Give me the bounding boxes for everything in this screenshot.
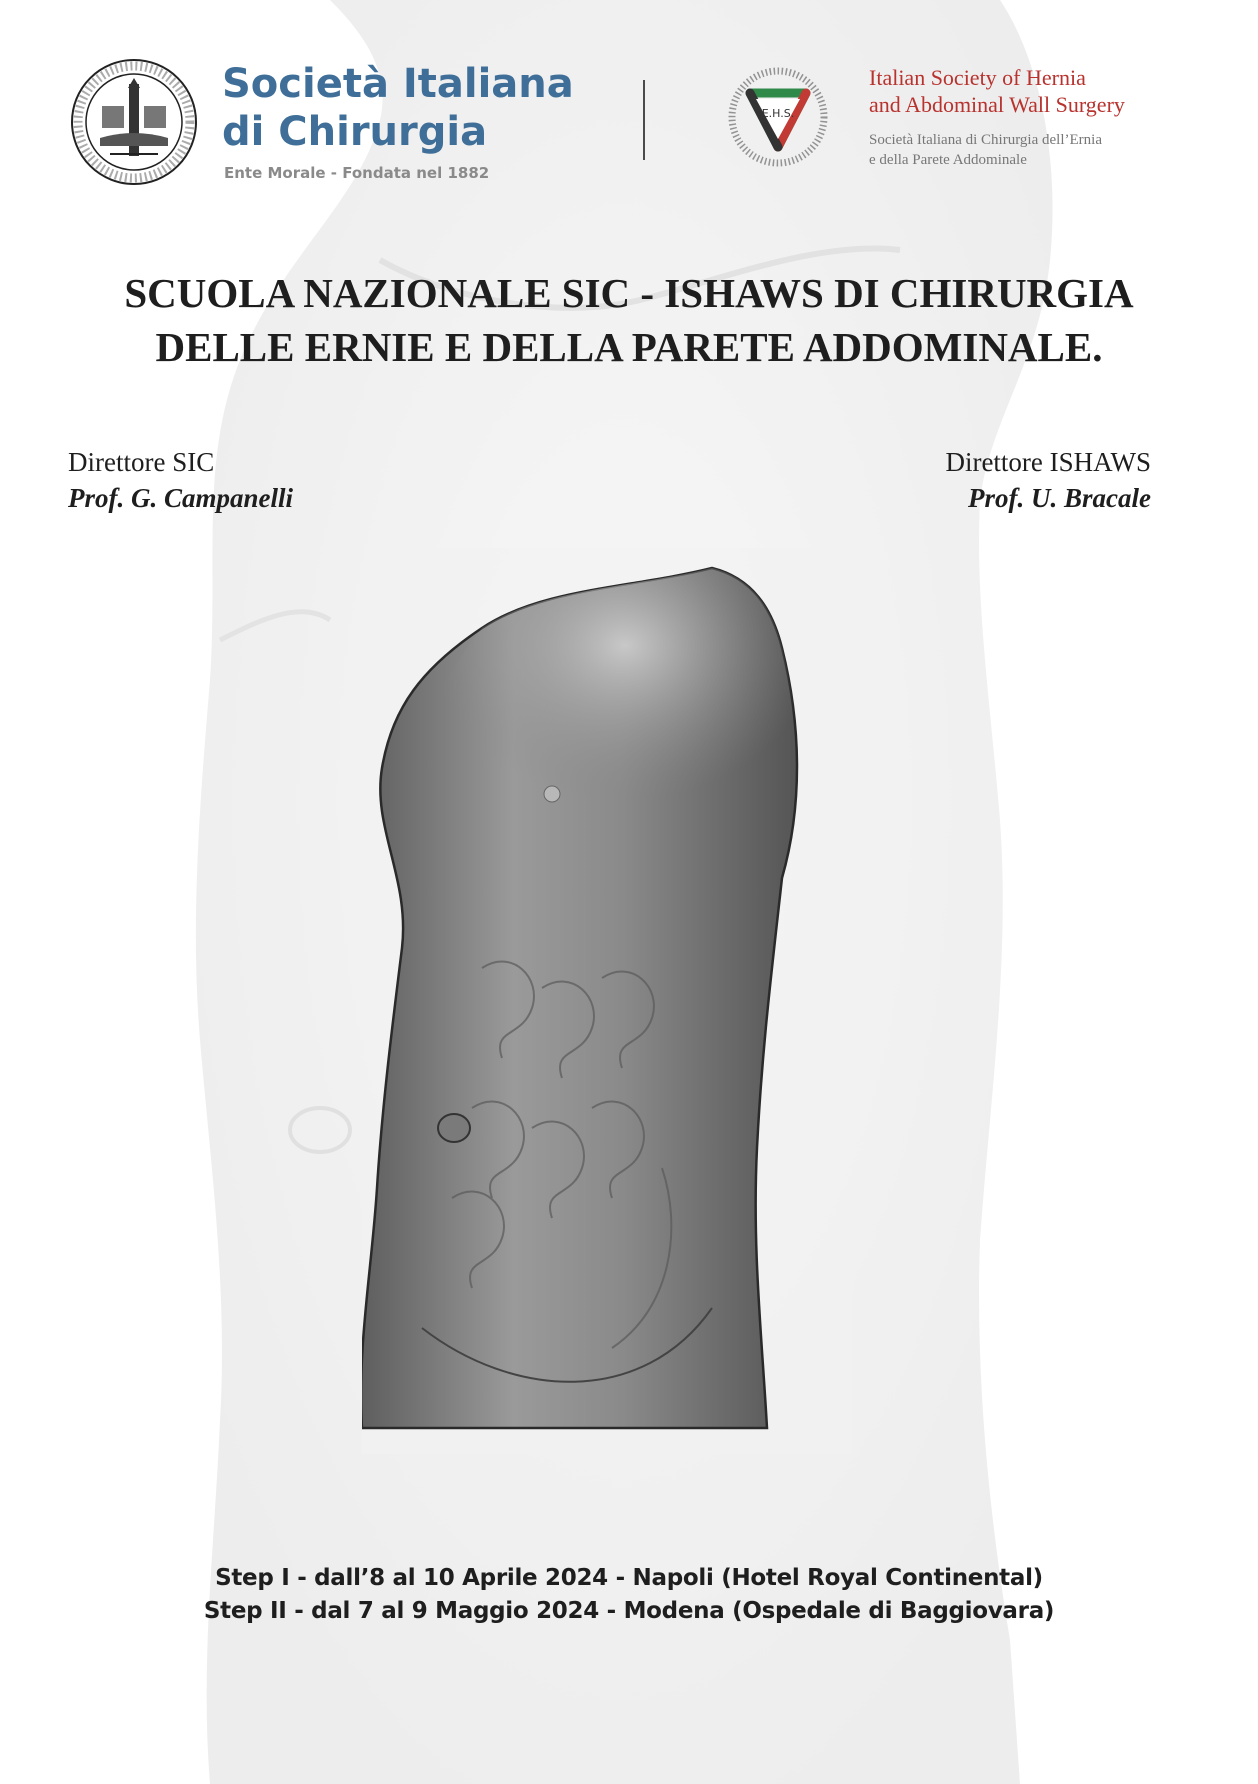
- sic-name-line1: Società Italiana: [222, 61, 574, 107]
- sic-name-line2: di Chirurgia: [222, 109, 488, 155]
- ishaws-name-it-line2: e della Parete Addominale: [869, 152, 1027, 168]
- step-1: Step I - dall’8 al 10 Aprile 2024 - Napoli (Hotel Royal Continental): [215, 1565, 1043, 1591]
- page-title-line1: SCUOLA NAZIONALE SIC - ISHAWS DI CHIRURGIA: [124, 270, 1134, 316]
- abdomen-illustration: [362, 548, 852, 1454]
- director-sic-role: Direttore SIC: [68, 447, 215, 477]
- sic-subtitle: Ente Morale - Fondata nel 1882: [224, 164, 490, 182]
- director-ishaws-name: Prof. U. Bracale: [968, 483, 1151, 513]
- sic-name: [222, 60, 582, 156]
- page-title: [40, 266, 1218, 374]
- director-sic: [68, 444, 293, 516]
- step-2: Step II - dal 7 al 9 Maggio 2024 - Modena (Ospedale di Baggiovara): [203, 1598, 1055, 1624]
- event-steps: [0, 1562, 1258, 1628]
- ishaws-name-it: [869, 130, 1102, 170]
- ishaws-name-en: [869, 64, 1125, 118]
- page-title-line2: DELLE ERNIE E DELLA PARETE ADDOMINALE.: [155, 324, 1103, 370]
- ishaws-name-en-line1: Italian Society of Hernia: [869, 65, 1086, 90]
- director-ishaws: [945, 444, 1151, 516]
- director-ishaws-role: Direttore ISHAWS: [945, 447, 1151, 477]
- ehs-triangle-icon: [728, 55, 828, 179]
- sic-seal-icon: [70, 58, 198, 186]
- ishaws-name-en-line2: and Abdominal Wall Surgery: [869, 92, 1125, 117]
- director-sic-name: Prof. G. Campanelli: [68, 483, 294, 513]
- ishaws-name-it-line1: Società Italiana di Chirurgia dell’Ernia: [869, 132, 1102, 148]
- logo-divider: [643, 80, 645, 160]
- svg-text:E.H.S.: E.H.S.: [761, 107, 795, 120]
